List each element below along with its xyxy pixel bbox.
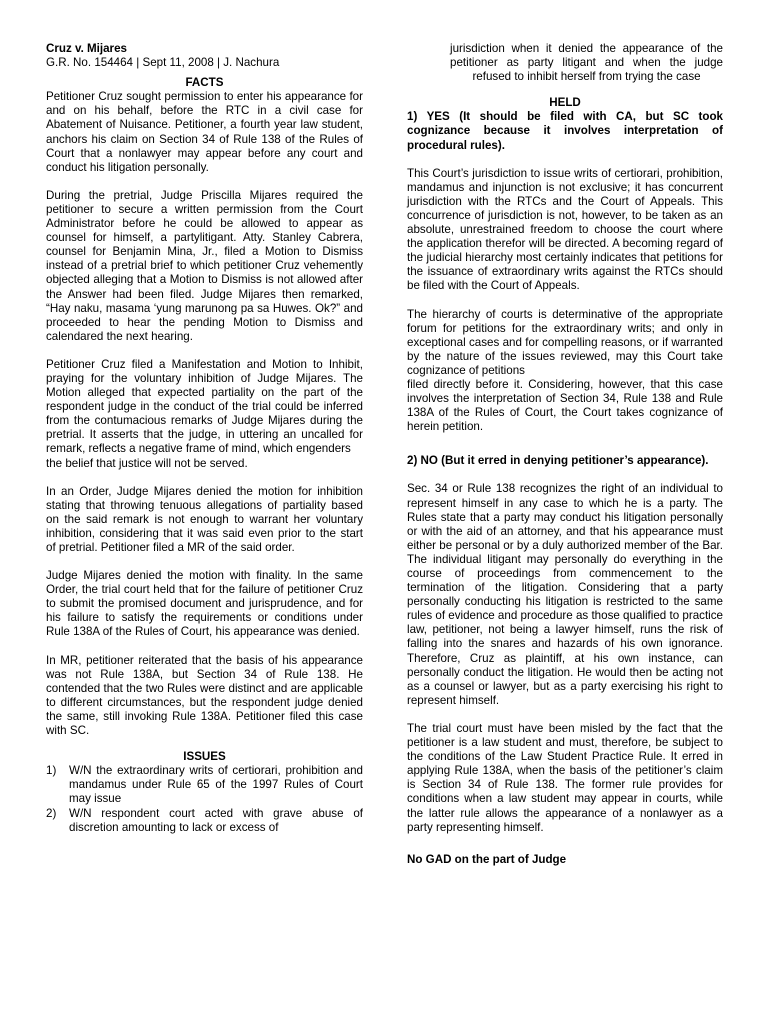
ruling-3-heading: No GAD on the part of Judge (407, 852, 567, 866)
facts-heading: FACTS (185, 76, 224, 90)
ruling-1-paragraph-2-end: filed directly before it. Considering, however, that this case involves the interpretation of Section 34, Rule 138 and Rule 138A of the Rules of Court, the Court takes cognizance of herein petition. (407, 377, 723, 434)
ruling-1-heading: 1) YES (It should be filed with CA, but SC took cognizance because it involves interpretation of procedural rules). (407, 110, 723, 152)
issue-item (46, 764, 363, 806)
ruling-2-paragraph-2: The trial court must have been misled by the fact that the petitioner is a law student and must, therefore, be subject to the conditions of the Law Student Practice Rule. It erred in applying Rule 138A, when the basis of the petitioner’s claim is Section 34 of Rule 138. The former rule provides for conditions when a law student may appear in courts, while the latter rule allows the appearance of a nonlawyer as a party representing himself. (407, 721, 723, 834)
issues-list (46, 764, 363, 834)
ruling-1-paragraph-1: This Court’s jurisdiction to issue writs of certiorari, prohibition, mandamus and injunction is not exclusive; it has concurrent jurisdiction with the RTCs and the Court of Appeals. This concurrence of jurisdiction is not, however, to be taken as an absolute, unrestrained freedom to choose the court where the application therefor will be directed. A becoming regard of the judicial hierarchy most certainly indicates that petitions for the issuance of extraordinary writs against the RTCs should be filed with the Court of Appeals. (407, 166, 723, 293)
right-column (407, 42, 723, 867)
facts-paragraph-6: In MR, petitioner reiterated that the basis of his appearance was not Rule 138A, but Section 34 of Rule 138. He contended that the two Rules were distinct and are applicable to different circumstances, but the respondent judge denied the same, still invoking Rule 138A. Petitioner filed this case with SC. (46, 653, 363, 738)
left-column (46, 42, 363, 835)
held-heading: HELD (549, 96, 581, 110)
facts-paragraph-3-end: the belief that justice will not be served. (46, 456, 248, 470)
facts-paragraph-3: Petitioner Cruz filed a Manifestation and Motion to Inhibit, praying for the voluntary inhibition of Judge Mijares. The Motion alleged that expected partiality on the part of the respondent judge in the conduct of the trial could be inferred from the contumacious remarks of Judge Mijares during the pretrial. It asserts that the judge, in uttering an uncalled for remark, reflects a negative frame of mind, which engenders (46, 357, 363, 456)
issue-2-continued: jurisdiction when it denied the appearance of the petitioner as party litigant and when the judge refused to inhibit herself from trying the case (450, 42, 723, 84)
issue-number: 1) (46, 764, 57, 778)
issue-item (46, 807, 363, 835)
issue-text: W/N respondent court acted with grave abuse of discretion amounting to lack or excess of (69, 806, 363, 834)
ruling-2-paragraph-1: Sec. 34 or Rule 138 recognizes the right of an individual to represent himself in any case to which he is a party. The Rules state that a party may conduct his litigation personally or with the aid of an attorney, and that his appearance must either be personal or by a duly authorized member of the Bar. The individual litigant may personally do everything in the course of proceedings from commencement to the termination of the litigation. Considering that a party personally conducting his litigation is restricted to the same rules of evidence and procedure as those qualified to practice law, petitioner, not being a lawyer himself, runs the risk of falling into the snares and hazards of his own ignorance. Therefore, Cruz as plaintiff, at his own instance, can personally conduct the litigation. He would then be acting not as a counsel or lawyer, but as a party exercising his right to represent himself. (407, 482, 723, 707)
issue-number: 2) (46, 806, 57, 820)
facts-paragraph-2: During the pretrial, Judge Priscilla Mijares required the petitioner to secure a written permission from the Court Administrator before he could be allowed to appear as counsel for himself, a partylitigant. Atty. Stanley Cabrera, counsel for Benjamin Mina, Jr., filed a Motion to Dismiss instead of a pretrial brief to which petitioner Cruz vehemently objected alleging that a Motion to Dismiss is not allowed after the Answer had been filed. Judge Mijares then remarked, “Hay naku, masama ‘yung marunong pa sa Huwes. Ok?” and proceeded to hear the pending Motion to Dismiss and calendared the next hearing. (46, 188, 363, 343)
issues-heading: ISSUES (183, 750, 226, 764)
facts-paragraph-5: Judge Mijares denied the motion with finality. In the same Order, the trial court held that for the failure of petitioner Cruz to submit the promised document and jurisprudence, and for his failure to satisfy the requirements or conditions under Rule 138A of the Rules of Court, his appearance was denied. (46, 569, 363, 639)
case-citation: G.R. No. 154464 | Sept 11, 2008 | J. Nachura (46, 56, 280, 70)
issue-text: W/N the extraordinary writs of certiorari, prohibition and mandamus under Rule 65 of the 1997 Rules of Court may issue (69, 764, 363, 806)
facts-paragraph-1: Petitioner Cruz sought permission to enter his appearance for and on his behalf, before the RTC in a civil case for Abatement of Nuisance. Petitioner, a fourth year law student, anchors his claim on Section 34 of Rule 138 of the Rules of Court that a nonlawyer may appear before any court and conduct his litigation personally. (46, 90, 363, 174)
ruling-1-paragraph-2: The hierarchy of courts is determinative of the appropriate forum for petitions for the extraordinary writs; and only in exceptional cases and for compelling reasons, or if warranted by the nature of the issues reviewed, may this Court take cognizance of petitions (407, 307, 723, 377)
ruling-2-heading: 2) NO (But it erred in denying petitioner’s appearance). (407, 454, 709, 468)
case-title: Cruz v. Mijares (46, 42, 127, 55)
facts-paragraph-4: In an Order, Judge Mijares denied the motion for inhibition stating that throwing tenuous allegations of partiality based on the said remark is not enough to warrant her voluntary inhibition, considering that it was said even prior to the start of pretrial. Petitioner filed a MR of the said order. (46, 484, 363, 554)
